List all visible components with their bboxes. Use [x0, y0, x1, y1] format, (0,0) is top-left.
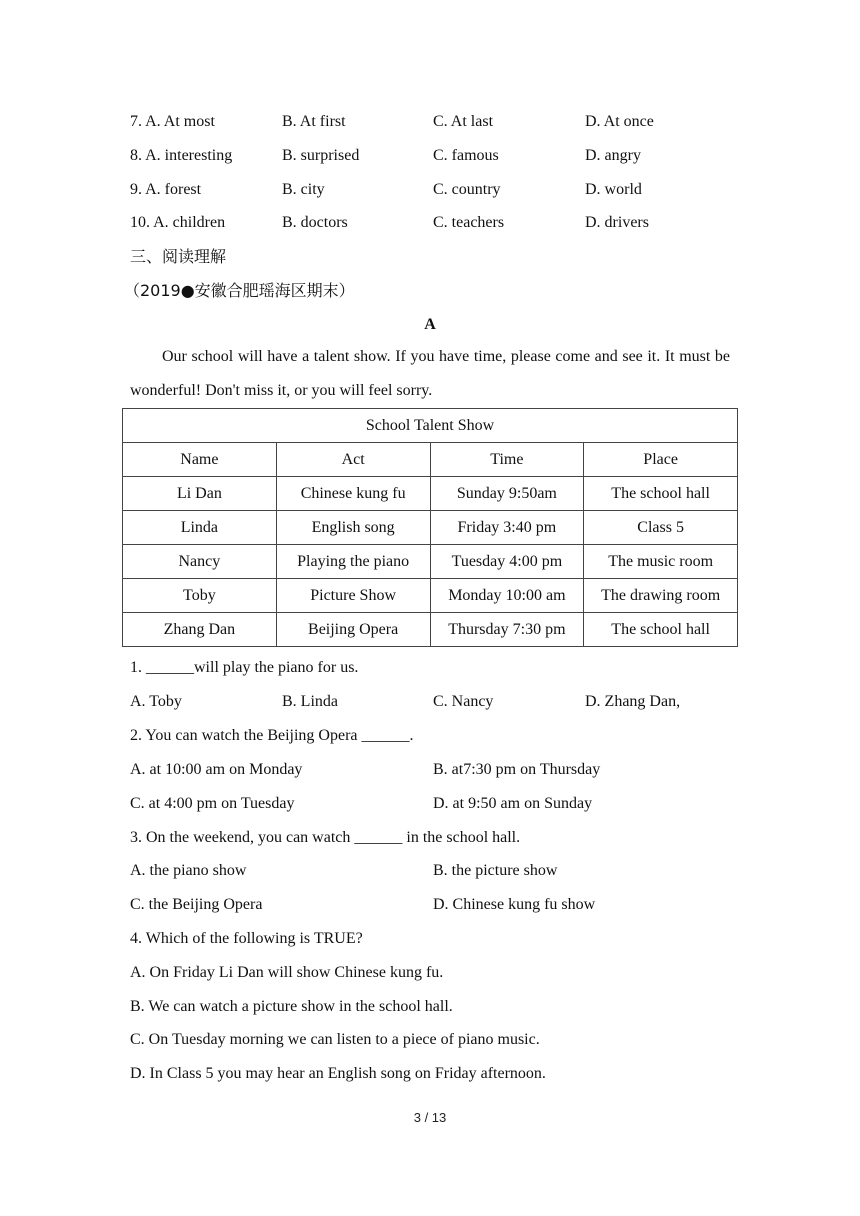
option: 7. A. At most	[130, 113, 215, 130]
table-header-row	[123, 443, 738, 477]
option: C. country	[433, 181, 501, 198]
table-row	[123, 579, 738, 613]
option: D. Chinese kung fu show	[433, 896, 596, 913]
option: C. On Tuesday morning we can listen to a piece of piano music.	[130, 1031, 540, 1048]
prev-question-10	[130, 213, 740, 233]
option: A. at 10:00 am on Monday	[130, 761, 303, 778]
question-stem: 4. Which of the following is TRUE?	[130, 930, 363, 947]
table-cell: Tuesday 4:00 pm	[430, 545, 584, 579]
prev-question-8	[130, 146, 740, 166]
option: A. Toby	[130, 693, 182, 710]
talent-show-table	[122, 408, 738, 647]
source-note: （2019●安徽合肥瑶海区期末）	[124, 281, 355, 300]
table-cell: Beijing Opera	[276, 613, 430, 647]
option: C. At last	[433, 113, 494, 130]
question-options	[130, 760, 740, 780]
table-cell: Thursday 7:30 pm	[430, 613, 584, 647]
table-cell: Zhang Dan	[123, 613, 277, 647]
table-cell: Monday 10:00 am	[430, 579, 584, 613]
table-header: Place	[584, 443, 738, 477]
prev-question-7	[130, 112, 740, 132]
passage-label: A	[424, 316, 436, 333]
option: C. teachers	[433, 214, 505, 231]
option: C. famous	[433, 147, 499, 164]
table-header: Act	[276, 443, 430, 477]
option: D. Zhang Dan,	[585, 693, 681, 710]
table-row	[123, 477, 738, 511]
table-cell: English song	[276, 511, 430, 545]
option: 10. A. children	[130, 214, 226, 231]
table-cell: Linda	[123, 511, 277, 545]
option: B. doctors	[282, 214, 348, 231]
option: D. at 9:50 am on Sunday	[433, 795, 593, 812]
option: C. Nancy	[433, 693, 494, 710]
question-options	[130, 794, 740, 814]
table-header: Name	[123, 443, 277, 477]
option: 8. A. interesting	[130, 147, 233, 164]
question-stem: 2. You can watch the Beijing Opera ______.	[130, 727, 414, 744]
option: D. world	[585, 181, 642, 198]
table-cell: Playing the piano	[276, 545, 430, 579]
table-cell: The school hall	[584, 613, 738, 647]
table-header: Time	[430, 443, 584, 477]
option: B. at7:30 pm on Thursday	[433, 761, 601, 778]
question-options	[130, 692, 740, 712]
passage-intro: Our school will have a talent show. If you have time, please come and see it. It must be wonderful! Don't miss it, or you will feel sorry.	[130, 348, 730, 399]
section-title: 三、阅读理解	[130, 247, 227, 266]
question-stem: 3. On the weekend, you can watch ______ in the school hall.	[130, 829, 521, 846]
option: A. the piano show	[130, 862, 247, 879]
option: D. drivers	[585, 214, 649, 231]
option: B. At first	[282, 113, 346, 130]
table-cell: The drawing room	[584, 579, 738, 613]
option: B. Linda	[282, 693, 338, 710]
table-cell: The music room	[584, 545, 738, 579]
page-number: 3 / 13	[413, 1110, 447, 1125]
option: D. angry	[585, 147, 641, 164]
table-row	[123, 511, 738, 545]
option: B. the picture show	[433, 862, 558, 879]
table-cell: Sunday 9:50am	[430, 477, 584, 511]
table-cell: Picture Show	[276, 579, 430, 613]
table-cell: Nancy	[123, 545, 277, 579]
option: D. In Class 5 you may hear an English song on Friday afternoon.	[130, 1065, 546, 1082]
option: B. city	[282, 181, 325, 198]
table-cell: The school hall	[584, 477, 738, 511]
table-row	[123, 545, 738, 579]
table-cell: Chinese kung fu	[276, 477, 430, 511]
table-caption: School Talent Show	[123, 409, 738, 443]
table-cell: Friday 3:40 pm	[430, 511, 584, 545]
question-options	[130, 895, 740, 915]
option: B. surprised	[282, 147, 360, 164]
option: D. At once	[585, 113, 654, 130]
option: C. at 4:00 pm on Tuesday	[130, 795, 295, 812]
option: 9. A. forest	[130, 181, 202, 198]
prev-question-9	[130, 180, 740, 200]
option: C. the Beijing Opera	[130, 896, 263, 913]
table-caption-row	[123, 409, 738, 443]
question-options	[130, 861, 740, 881]
option: A. On Friday Li Dan will show Chinese kung fu.	[130, 964, 444, 981]
option: B. We can watch a picture show in the school hall.	[130, 998, 453, 1015]
question-stem: 1. ______will play the piano for us.	[130, 659, 359, 676]
table-row	[123, 613, 738, 647]
table-cell: Toby	[123, 579, 277, 613]
table-cell: Li Dan	[123, 477, 277, 511]
table-cell: Class 5	[584, 511, 738, 545]
